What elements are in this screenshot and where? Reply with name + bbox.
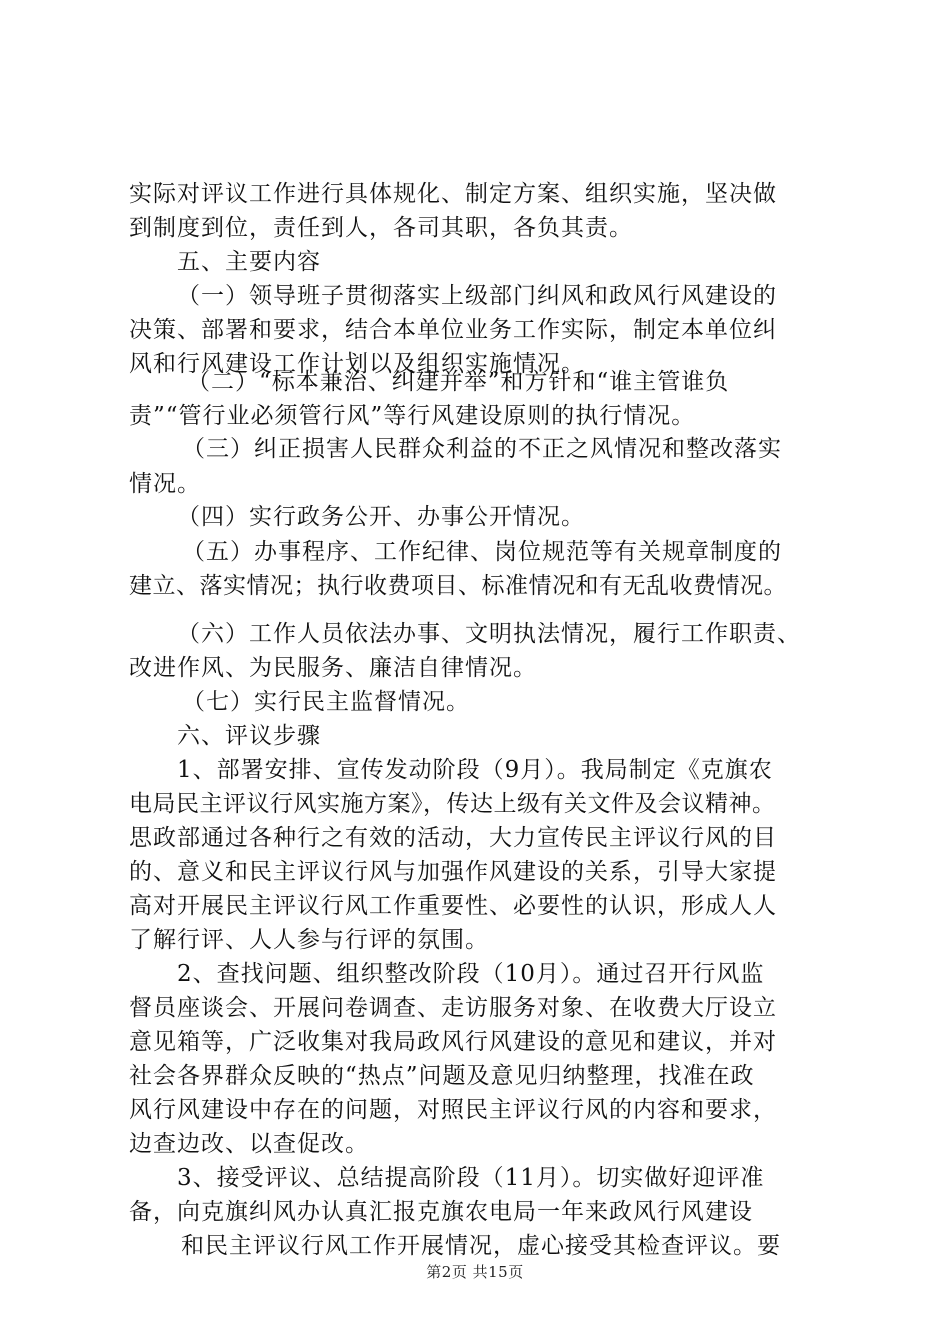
- text-line: （七）实行民主监督情况。: [182, 689, 470, 715]
- text-line: 决策、部署和要求，结合本单位业务工作实际，制定本单位纠: [129, 317, 777, 343]
- text-line: （三）纠正损害人民群众利益的不正之风情况和整改落实: [182, 436, 782, 462]
- text-line: 风和行风建设工作计划以及组织实施情况。: [129, 351, 585, 377]
- text-line: （四）实行政务公开、办事公开情况。: [177, 504, 585, 530]
- text-line: 1、部署安排、宣传发动阶段（9月）。我局制定《克旗农: [177, 757, 773, 783]
- text-line: 高对开展民主评议行风工作重要性、必要性的认识，形成人人: [129, 893, 777, 919]
- text-line: （六）工作人员依法办事、文明执法情况，履行工作职责、: [177, 621, 801, 647]
- text-line: 思政部通过各种行之有效的活动，大力宣传民主评议行风的目: [129, 825, 777, 851]
- text-line: 督员座谈会、开展问卷调查、走访服务对象、在收费大厅设立: [129, 995, 777, 1021]
- page-number-footer: 第2页 共15页: [426, 1263, 524, 1281]
- text-line: 实际对评议工作进行具体规化、制定方案、组织实施，坚决做: [129, 181, 777, 207]
- text-line: 的、意义和民主评议行风与加强作风建设的关系，引导大家提: [129, 859, 777, 885]
- text-line: 建立、落实情况；执行收费项目、标准情况和有无乱收费情况。: [129, 573, 787, 599]
- text-line: 意见箱等，广泛收集对我局政风行风建设的意见和建议，并对: [129, 1029, 777, 1055]
- text-line: （一）领导班子贯彻落实上级部门纠风和政风行风建设的: [177, 283, 777, 309]
- text-line: 边查边改、以查促改。: [129, 1131, 369, 1157]
- text-line: 情况。: [129, 471, 201, 497]
- text-line: 电局民主评议行风实施方案》，传达上级有关文件及会议精神。: [129, 791, 776, 817]
- text-line: （五）办事程序、工作纪律、岗位规范等有关规章制度的: [182, 539, 782, 565]
- text-line: 社会各界群众反映的“热点”问题及意见归纳整理，找准在政: [129, 1063, 755, 1089]
- text-line: （二）“标本兼治、纠建并举”和方针和“谁主管谁负: [187, 369, 730, 395]
- section-heading: 六、评议步骤: [177, 723, 321, 749]
- text-line: 责”“管行业必须管行风”等行风建设原则的执行情况。: [129, 403, 696, 429]
- section-heading: 五、主要内容: [177, 249, 321, 275]
- text-line: 备，向克旗纠风办认真汇报克旗农电局一年来政风行风建设: [129, 1199, 753, 1225]
- text-line: 到制度到位，责任到人，各司其职，各负其责。: [129, 215, 633, 241]
- text-line: 了解行评、人人参与行评的氛围。: [129, 927, 489, 953]
- text-line: 改进作风、为民服务、廉洁自律情况。: [129, 655, 537, 681]
- text-line: 和民主评议行风工作开展情况，虚心接受其检查评议。要: [181, 1233, 781, 1259]
- text-line: 2、查找问题、组织整改阶段（10月）。通过召开行风监: [177, 961, 765, 987]
- text-line: 3、接受评议、总结提高阶段（11月）。切实做好迎评准: [177, 1165, 765, 1191]
- text-line: 风行风建设中存在的问题，对照民主评议行风的内容和要求，: [129, 1097, 777, 1123]
